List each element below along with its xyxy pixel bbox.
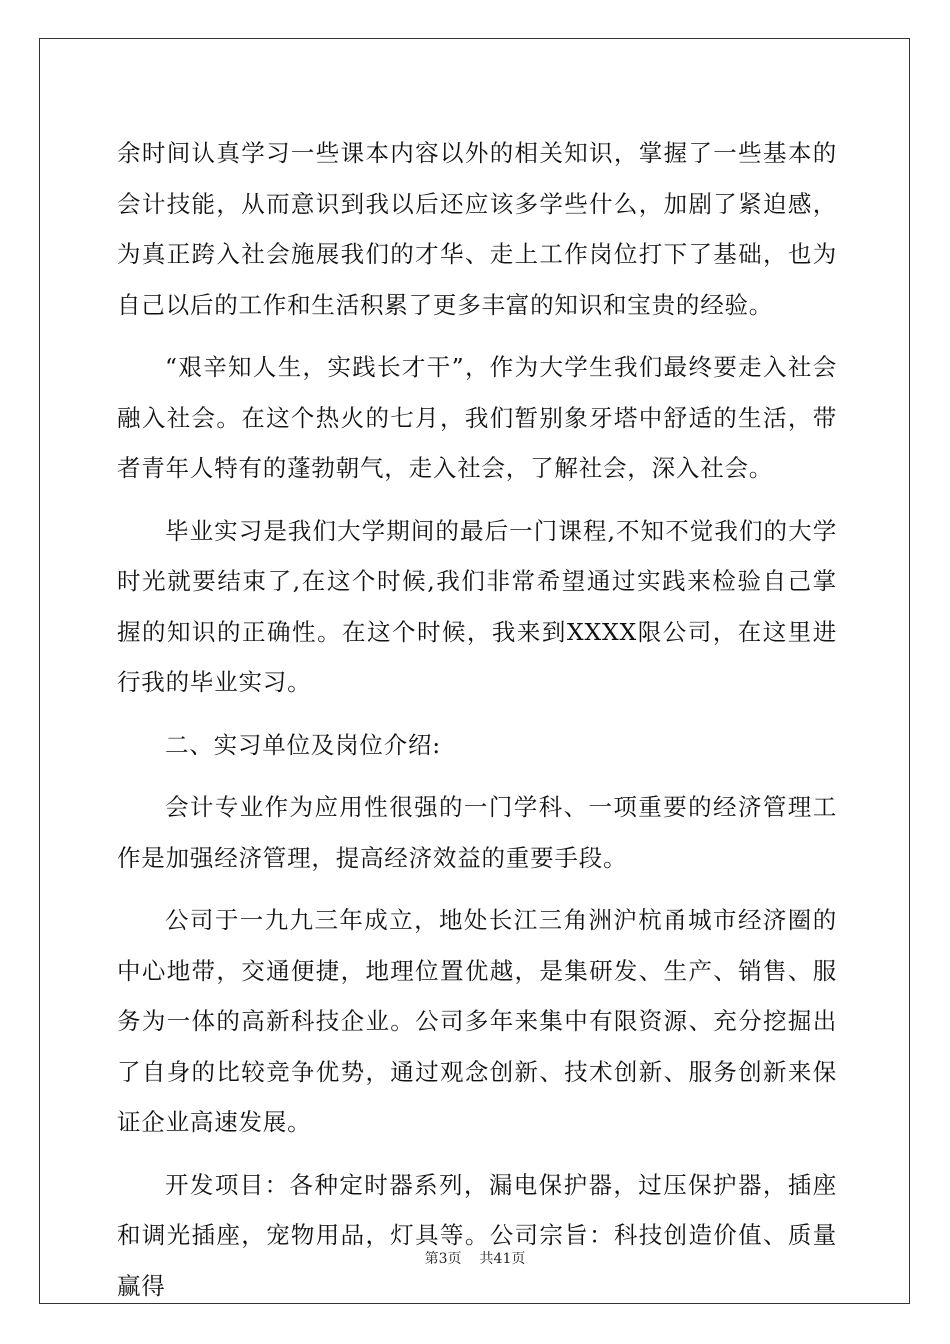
page-total: 共41页: [479, 1251, 526, 1267]
paragraph-1: 余时间认真学习一些课本内容以外的相关知识，掌握了一些基本的会计技能，从而意识到我以后还应该多学些什么，加剧了紧迫感，为真正跨入社会施展我们的才华、走上工作岗位打下了基础，也为自己以后的工作和生活积累了更多丰富的知识和宝贵的经验。: [117, 139, 837, 319]
paragraph-3: 毕业实习是我们大学期间的最后一门课程,不知不觉我们的大学时光就要结束了,在这个时候,我们非常希望通过实践来检验自己掌握的知识的正确性。在这个时候，我来到XXXX限公司，在这里进行我的毕业实习。: [117, 516, 837, 696]
paragraph-2: “艰辛知人生，实践长才干”，作为大学生我们最终要走入社会融入社会。在这个热火的七月，我们暂别象牙塔中舒适的生活，带者青年人特有的蓬勃朝气，走入社会，了解社会，深入社会。: [117, 353, 837, 482]
section-heading: 二、实习单位及岗位介绍:: [165, 730, 442, 759]
page-footer: [0, 1248, 950, 1268]
paragraph-4: 会计专业作为应用性很强的一门学科、一项重要的经济管理工作是加强经济管理，提高经济效益的重要手段。: [117, 793, 837, 872]
paragraph-5: 公司于一九九三年成立，地处长江三角洲沪杭甬城市经济圈的中心地带，交通便捷，地理位置优越，是集研发、生产、销售、服务为一体的高新科技企业。公司多年来集中有限资源、充分挖掘出了自身的比较竞争优势，通过观念创新、技术创新、服务创新来保证企业高速发展。: [117, 906, 837, 1136]
paragraph-6: 开发项目：各种定时器系列，漏电保护器，过压保护器，插座和调光插座，宠物用品，灯具等。公司宗旨：科技创造价值、质量赢得: [117, 1170, 837, 1300]
page-number: 第3页: [424, 1251, 462, 1267]
document-body: [117, 128, 837, 1323]
